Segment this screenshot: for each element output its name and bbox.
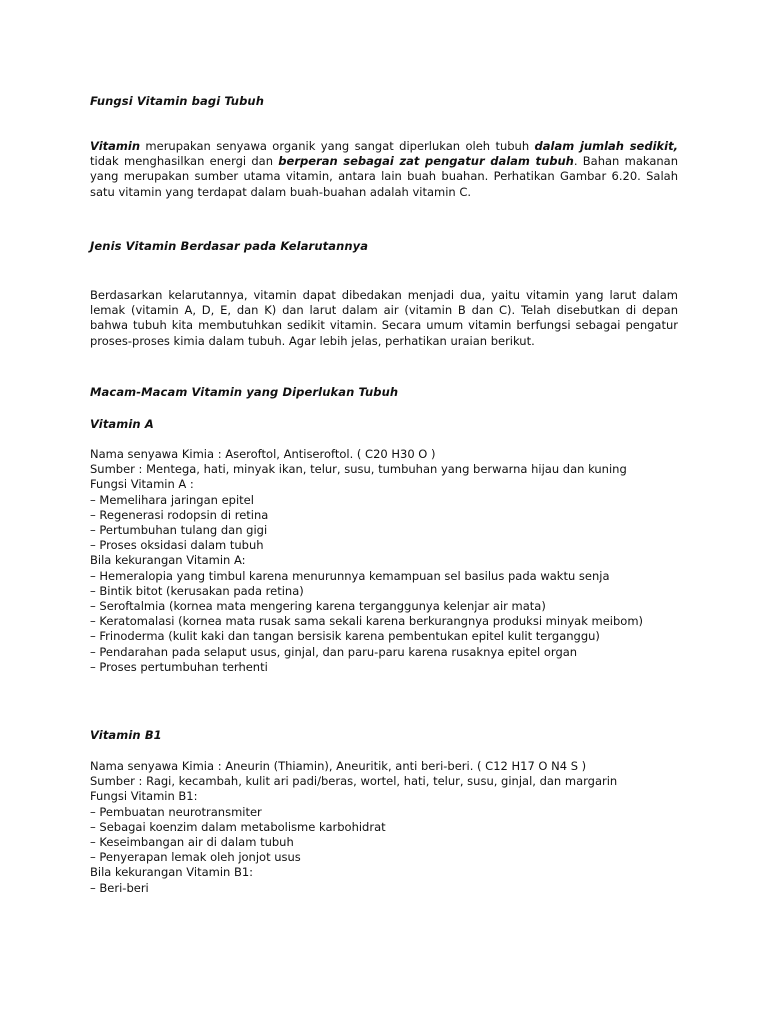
vitamin-b1-line: – Beri-beri [90, 880, 149, 895]
vitamin-b1-line: Fungsi Vitamin B1: [90, 789, 198, 804]
vitamin-a-line: – Frinoderma (kulit kaki dan tangan bersisik karena pembentukan epitel kulit terganggu) [90, 629, 600, 644]
vitamin-a-list [90, 447, 678, 675]
intro-bold-jumlah: dalam jumlah sedikit, [534, 139, 678, 153]
vitamin-a-line: – Pendarahan pada selaput usus, ginjal, dan paru-paru karena rusaknya epitel organ [90, 644, 578, 659]
intro-bold-vitamin: Vitamin [90, 139, 141, 153]
vitamin-a-line: – Memelihara jaringan epitel [90, 492, 254, 507]
heading-macam-vitamin: Macam-Macam Vitamin yang Diperlukan Tubuh [90, 385, 399, 399]
vitamin-a-line: – Proses pertumbuhan terhenti [90, 659, 268, 674]
vitamin-a-line: – Keratomalasi (kornea mata rusak sama sekali karena berkurangnya produksi minyak meibom) [90, 614, 644, 629]
vitamin-b1-line: Sumber : Ragi, kecambah, kulit ari padi/beras, wortel, hati, telur, susu, ginjal, dan margarin [90, 774, 618, 789]
heading-vitamin-a: Vitamin A [90, 417, 154, 431]
vitamin-a-line: Nama senyawa Kimia : Aseroftol, Antiseroftol. ( C20 H30 O ) [90, 447, 436, 461]
kelarutan-paragraph: Berdasarkan kelarutannya, vitamin dapat dibedakan menjadi dua, yaitu vitamin yang larut dalam lemak (vitamin A, D, E, dan K) dan larut dalam air (vitamin B dan C). Telah disebutkan di depan bahwa tubuh kita membutuhkan sedikit vitamin. Secara umum vitamin berfungsi sebagai pengatur proses-proses kimia dalam tubuh. Agar lebih jelas, perhatikan uraian berikut. [90, 288, 678, 348]
intro-text-1: merupakan senyawa organik yang sangat diperlukan oleh tubuh [140, 139, 535, 153]
heading-vitamin-b1: Vitamin B1 [90, 728, 162, 742]
vitamin-b1-line: – Sebagai koenzim dalam metabolisme karbohidrat [90, 819, 386, 834]
intro-paragraph [90, 139, 678, 200]
vitamin-b1-line: Nama senyawa Kimia : Aneurin (Thiamin), Aneuritik, anti beri-beri. ( C12 H17 O N4 S ) [90, 759, 587, 773]
vitamin-a-line: – Proses oksidasi dalam tubuh [90, 538, 264, 553]
vitamin-a-line: Fungsi Vitamin A : [90, 477, 194, 492]
heading-jenis-vitamin: Jenis Vitamin Berdasar pada Kelarutannya [90, 239, 369, 253]
vitamin-a-line: – Regenerasi rodopsin di retina [90, 507, 269, 522]
intro-text-3: . Bahan makanan yang merupakan sumber utama vitamin, antara lain buah buahan. Perhatikan Gambar 6.20. Salah satu vitamin yang terdapat dalam buah-buahan adalah vitamin C. [90, 154, 678, 199]
vitamin-b1-line: – Penyerapan lemak oleh jonjot usus [90, 850, 301, 865]
vitamin-b1-line: Bila kekurangan Vitamin B1: [90, 865, 254, 880]
intro-bold-berperan: berperan sebagai zat pengatur dalam tubuh [278, 154, 574, 169]
vitamin-a-line: – Seroftalmia (kornea mata mengering karena terganggunya kelenjar air mata) [90, 599, 546, 614]
vitamin-a-line: Bila kekurangan Vitamin A: [90, 553, 246, 568]
vitamin-b1-line: – Pembuatan neurotransmiter [90, 804, 262, 819]
vitamin-a-line: – Hemeralopia yang timbul karena menurunnya kemampuan sel basilus pada waktu senja [90, 568, 610, 583]
vitamin-a-line: – Bintik bitot (kerusakan pada retina) [90, 583, 304, 598]
heading-fungsi-vitamin: Fungsi Vitamin bagi Tubuh [90, 94, 264, 108]
vitamin-b1-list [90, 759, 678, 896]
vitamin-b1-line: – Keseimbangan air di dalam tubuh [90, 835, 294, 850]
vitamin-a-line: – Pertumbuhan tulang dan gigi [90, 523, 268, 538]
vitamin-a-line: Sumber : Mentega, hati, minyak ikan, telur, susu, tumbuhan yang berwarna hijau dan kuning [90, 462, 627, 477]
intro-text-2: tidak menghasilkan energi dan [90, 154, 279, 169]
